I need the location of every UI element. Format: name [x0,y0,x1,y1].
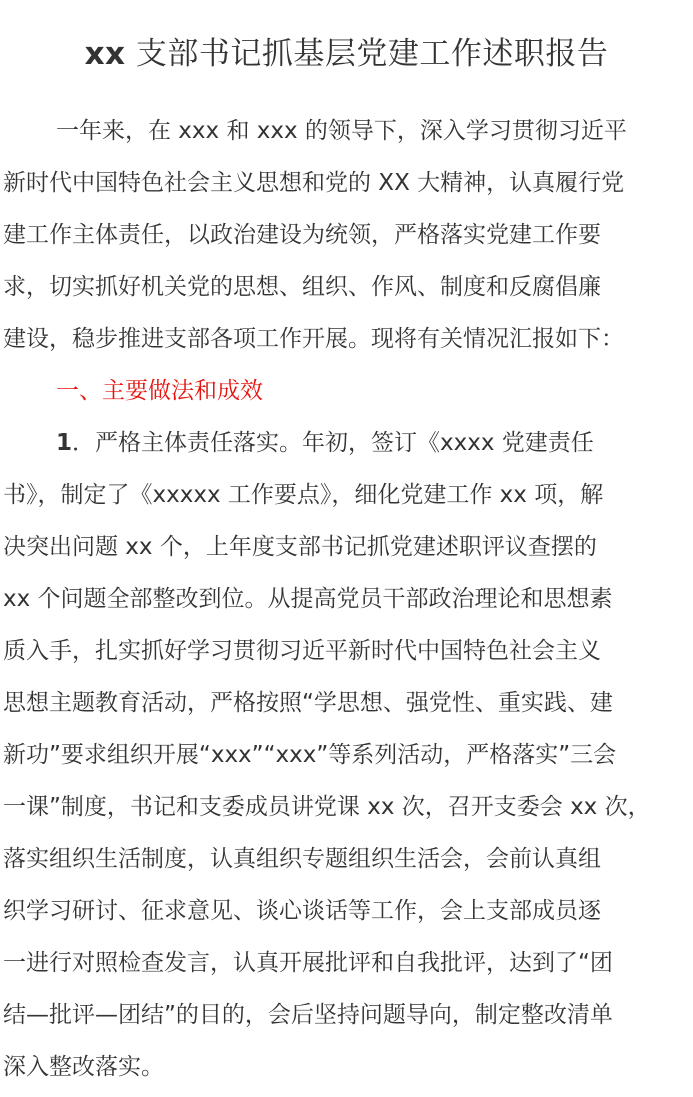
item-first-line [56,417,594,469]
paragraph-line: 书》，制定了《xxxxx 工作要点》，细化党建工作 xx 项，解 [3,482,604,508]
paragraph-line: 结—批评—团结”的目的，会后坚持问题导向，制定整改清单 [3,1002,613,1028]
paragraph-line: 建设，稳步推进支部各项工作开展。现将有关情况汇报如下： [3,326,624,352]
paragraph-line: 一年来，在 xxx 和 xxx 的领导下，深入学习贯彻习近平 [56,118,627,144]
title-prefix: xx [84,36,126,72]
paragraph-line: 新时代中国特色社会主义思想和党的 XX 大精神，认真履行党 [3,170,625,196]
section-heading: 一、主要做法和成效 [56,378,263,404]
paragraph-line: 落实组织生活制度，认真组织专题组织生活会，会前认真组 [3,846,601,872]
document-title [0,28,693,80]
paragraph-line: 求，切实抓好机关党的思想、组织、作风、制度和反腐倡廉 [3,274,601,300]
title-text: 支部书记抓基层党建工作述职报告 [125,36,609,72]
paragraph-line: 建工作主体责任，以政治建设为统领，严格落实党建工作要 [3,222,601,248]
item-number: 1 [56,430,73,456]
paragraph-line: 深入整改落实。 [3,1054,164,1080]
paragraph-line: 新功”要求组织开展“xxx”“xxx”等系列活动，严格落实”三会 [3,742,617,768]
paragraph-line: 思想主题教育活动，严格按照“学思想、强党性、重实践、建 [3,690,613,716]
paragraph-line: 织学习研讨、征求意见、谈心谈话等工作，会上支部成员逐 [3,898,601,924]
paragraph-line: xx 个问题全部整改到位。从提高党员干部政治理论和思想素 [3,586,613,612]
paragraph-line: 一进行对照检查发言，认真开展批评和自我批评，达到了“团 [3,950,613,976]
paragraph-line: 一课”制度，书记和支委成员讲党课 xx 次，召开支委会 xx 次， [3,794,651,820]
paragraph-line: 决突出问题 xx 个，上年度支部书记抓党建述职评议查摆的 [3,534,597,560]
paragraph-line: 质入手，扎实抓好学习贯彻习近平新时代中国特色社会主义 [3,638,601,664]
item-first-line-text: ．严格主体责任落实。年初，签订《xxxx 党建责任 [72,430,594,456]
